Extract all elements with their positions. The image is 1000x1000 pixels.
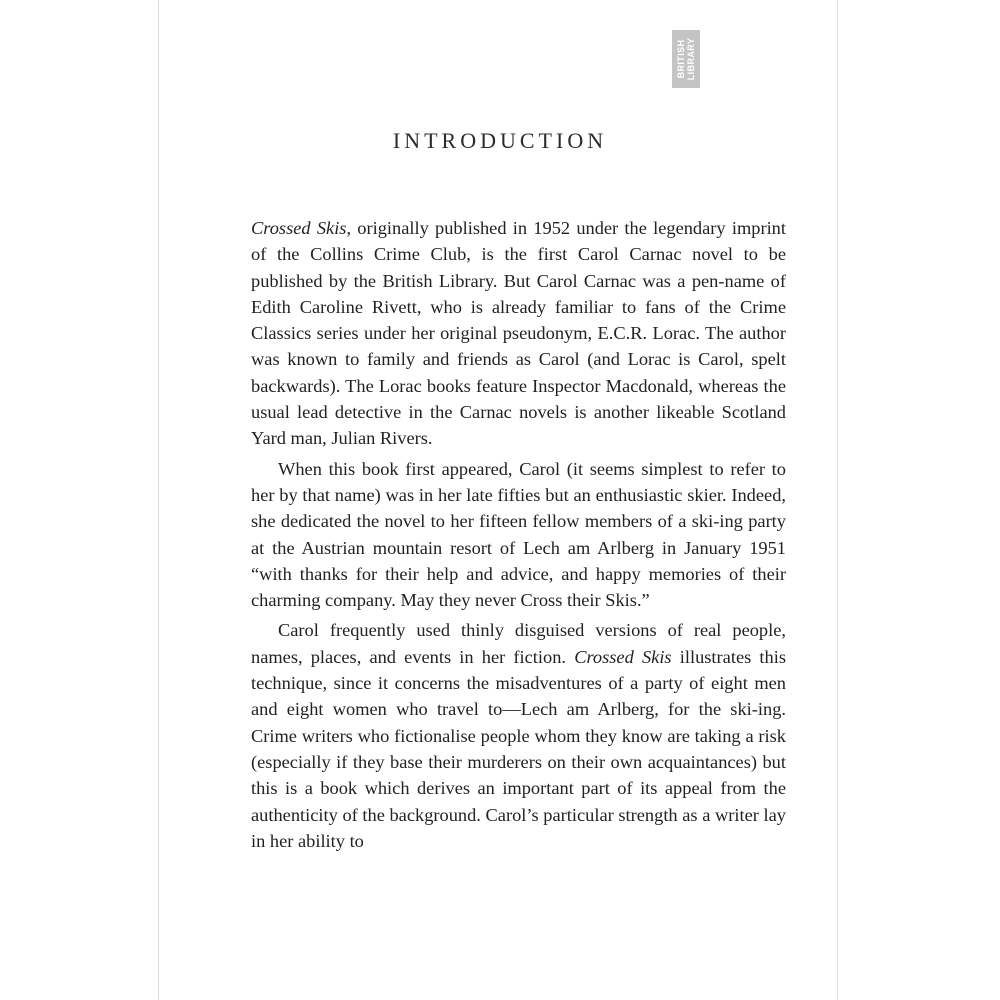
british-library-imprint-tab [672,30,700,88]
paragraph-3-text-after: illustrates this technique, since it concerns the misadventures of a party of eight men and eight women who travel to—Lech am Arlberg, for the ski-ing. Crime writers who fictionalise people whom they know are taking a risk (especially if they base their murderers on their own acquaintances) but this is a book which derives an important part of its appeal from the authenticity of the background. Carol’s particular strength as a writer lay in her ability to [251,646,786,851]
paragraph-1-text: , originally published in 1952 under the legendary imprint of the Collins Crime Club, is the first Carol Carnac novel to be published by the British Library. But Carol Carnac was a pen-name of Edith Caroline Rivett, who is already familiar to fans of the Crime Classics series under her original pseudonym, E.C.R. Lorac. The author was known to family and friends as Carol (and Lorac is Carol, spelt backwards). The Lorac books feature Inspector Macdonald, whereas the usual lead detective in the Carnac novels is another likeable Scotland Yard man, Julian Rivers. [251,218,786,449]
paragraph-2 [251,456,786,614]
british-library-imprint-text [676,38,696,80]
paragraph-1 [251,215,786,452]
chapter-heading: INTRODUCTION [392,128,608,153]
book-title-italic: Crossed Skis [251,218,347,238]
imprint-line-british: BRITISH [676,39,686,79]
paragraph-3-text-before: Carol frequently used thinly disguised versions of real people, names, places, and events in her fiction. [251,620,786,667]
paragraph-2-text: When this book first appeared, Carol (it seems simplest to refer to her by that name) was in her late fifties but an enthusiastic skier. Indeed, she dedicated the novel to her fifteen fellow members of a ski-ing party at the Austrian mountain resort of Lech am Arlberg in January 1951 “with thanks for their help and advice, and happy memories of their charming company. May they never Cross their Skis.” [251,458,786,611]
imprint-line-library: LIBRARY [686,37,696,81]
paragraph-3 [251,617,786,854]
book-title-italic: Crossed Skis [574,646,672,667]
introduction-body [251,215,786,858]
